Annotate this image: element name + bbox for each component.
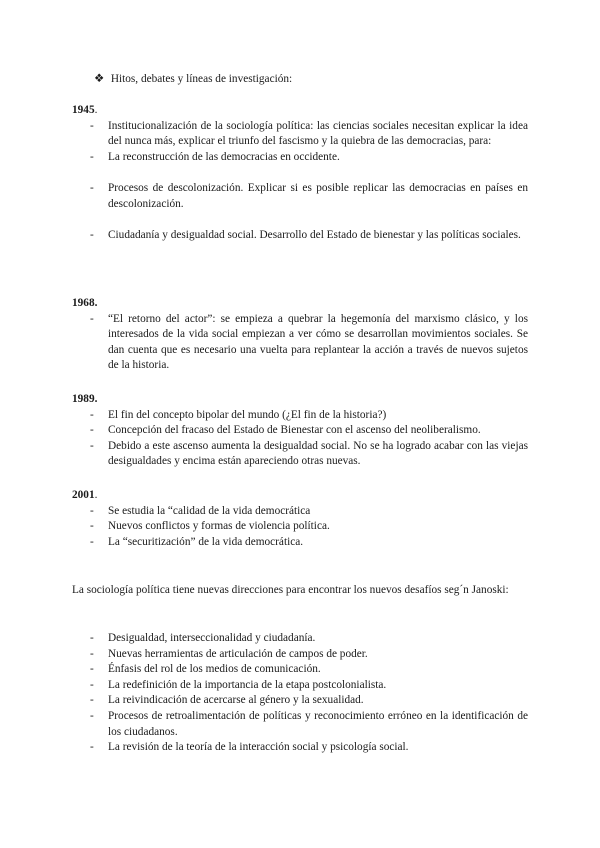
section-heading — [94, 72, 292, 88]
section-2001 — [72, 488, 528, 550]
list-item: - La reivindicación de acercarse al género y la sexualidad. — [90, 694, 364, 707]
milestone-list — [72, 119, 528, 244]
list-item: - Énfasis del rol de los medios de comunicación. — [90, 663, 321, 676]
milestone-list — [72, 504, 528, 551]
heading-text: Hitos, debates y líneas de investigación: — [110, 73, 293, 85]
section-1968 — [72, 296, 528, 374]
list-item: - La redefinición de la importancia de la etapa postcolonialista. — [90, 678, 387, 691]
list-item: - Debido a este ascenso aumenta la desigualdad social. No se ha logrado acabar con las viejas desigualdades y encima están apareciendo otras nuevas. — [90, 439, 528, 468]
list-item: - La revisión de la teoría de la interacción social y psicología social. — [90, 741, 409, 754]
diamond-bullet-icon: ❖ — [94, 73, 105, 85]
list-item: - “El retorno del actor”: se empieza a quebrar la hegemonía del marxismo clásico, y los interesados de la vida social empiezan a ver cómo se desarrollan movimientos sociales. Se dan cuenta que es necesario una vuelta para replantear la acción a través de nuevos sujetos de la historia. — [90, 312, 528, 372]
list-item: - Se estudia la “calidad de la vida democrática — [90, 504, 311, 517]
milestone-list — [72, 312, 528, 374]
list-item: - Nuevos conflictos y formas de violencia política. — [90, 520, 330, 533]
year-label: 2001. — [72, 489, 98, 501]
list-item: - El fin del concepto bipolar del mundo (¿El fin de la historia?) — [90, 408, 387, 421]
list-item: - Procesos de retroalimentación de políticas y reconocimiento erróneo en la identificación de los ciudadanos. — [90, 709, 528, 738]
list-item: - La reconstrucción de las democracias en occidente. — [90, 150, 340, 163]
section-1945 — [72, 103, 528, 243]
list-item: - Nuevas herramientas de articulación de campos de poder. — [90, 647, 368, 660]
year-label: 1945. — [72, 104, 98, 116]
milestone-list — [72, 408, 528, 470]
intro-paragraph: La sociología política tiene nuevas direcciones para encontrar los nuevos desafíos seg´n Janoski: — [72, 584, 509, 596]
list-item: - Institucionalización de la sociología política: las ciencias sociales necesitan explicar la idea del nunca más, explicar el triunfo del fascismo y la quiebra de las democracias, para: — [90, 119, 528, 148]
year-label: 1968. — [72, 297, 98, 309]
list-item: - Desigualdad, interseccionalidad y ciudadanía. — [90, 632, 316, 644]
section-1989 — [72, 392, 528, 470]
list-item: - La “securitización” de la vida democrática. — [90, 535, 304, 548]
list-item: - Ciudadanía y desigualdad social. Desarrollo del Estado de bienestar y las políticas sociales. — [90, 228, 521, 241]
list-item: - Concepción del fracaso del Estado de Bienestar con el ascenso del neoliberalismo. — [90, 424, 481, 437]
list-item: - Procesos de descolonización. Explicar si es posible replicar las democracias en países en descolonización. — [90, 181, 528, 210]
year-label: 1989. — [72, 393, 98, 405]
section-directions — [72, 631, 528, 756]
directions-list — [72, 631, 528, 756]
